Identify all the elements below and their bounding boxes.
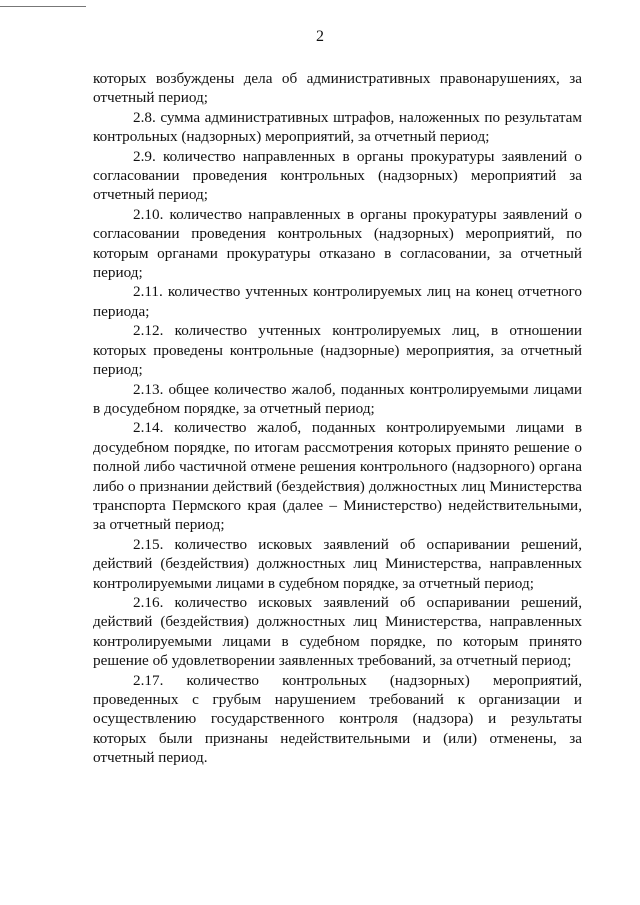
paragraph-2-14: 2.14. количество жалоб, поданных контролируемыми лицами в досудебном порядке, по итогам рассмотрения которых принято решение о полной либо частичной отмене решения контрольного (надзорного) органа либо о признании действий (бездействия) должностных лиц Министерства транспорта Пермского края (далее – Министерство) недействительными, за отчетный период; — [93, 419, 582, 534]
page-number: 2 — [316, 28, 324, 45]
paragraph-continuation: которых возбуждены дела об административных правонарушениях, за отчетный период; — [93, 70, 582, 107]
paragraph-2-15: 2.15. количество исковых заявлений об оспаривании решений, действий (бездействия) должностных лиц Министерства, направленных контролируемыми лицами в судебном порядке, за отчетный период; — [93, 535, 582, 592]
paragraph-2-9: 2.9. количество направленных в органы прокуратуры заявлений о согласовании проведения контрольных (надзорных) мероприятий за отчетный период; — [93, 147, 582, 204]
paragraph-2-16: 2.16. количество исковых заявлений об оспаривании решений, действий (бездействия) должностных лиц Министерства, направленных контролируемыми лицами в судебном порядке, по которым принято решение об удовлетворении заявленных требований, за отчетный период; — [93, 593, 582, 670]
paragraph-2-17: 2.17. количество контрольных (надзорных) мероприятий, проведенных с грубым нарушением требований к организации и осуществлению государственного контроля (надзора) и результаты которых были признаны недействительными и (или) отменены, за отчетный период. — [93, 671, 582, 767]
paragraph-2-12: 2.12. количество учтенных контролируемых лиц, в отношении которых проведены контрольные (надзорные) мероприятия, за отчетный период; — [93, 322, 582, 379]
document-body — [93, 69, 582, 768]
paragraph-2-10: 2.10. количество направленных в органы прокуратуры заявлений о согласовании проведения контрольных (надзорных) мероприятий, по которым органами прокуратуры отказано в согласовании, за отчетный период; — [93, 205, 582, 282]
paragraph-2-11: 2.11. количество учтенных контролируемых лиц на конец отчетного периода; — [93, 283, 582, 320]
paragraph-2-8: 2.8. сумма административных штрафов, наложенных по результатам контрольных (надзорных) мероприятий, за отчетный период; — [93, 108, 582, 146]
scan-corner-mark — [0, 0, 86, 7]
paragraph-2-13: 2.13. общее количество жалоб, поданных контролируемыми лицами в досудебном порядке, за отчетный период; — [93, 380, 582, 417]
